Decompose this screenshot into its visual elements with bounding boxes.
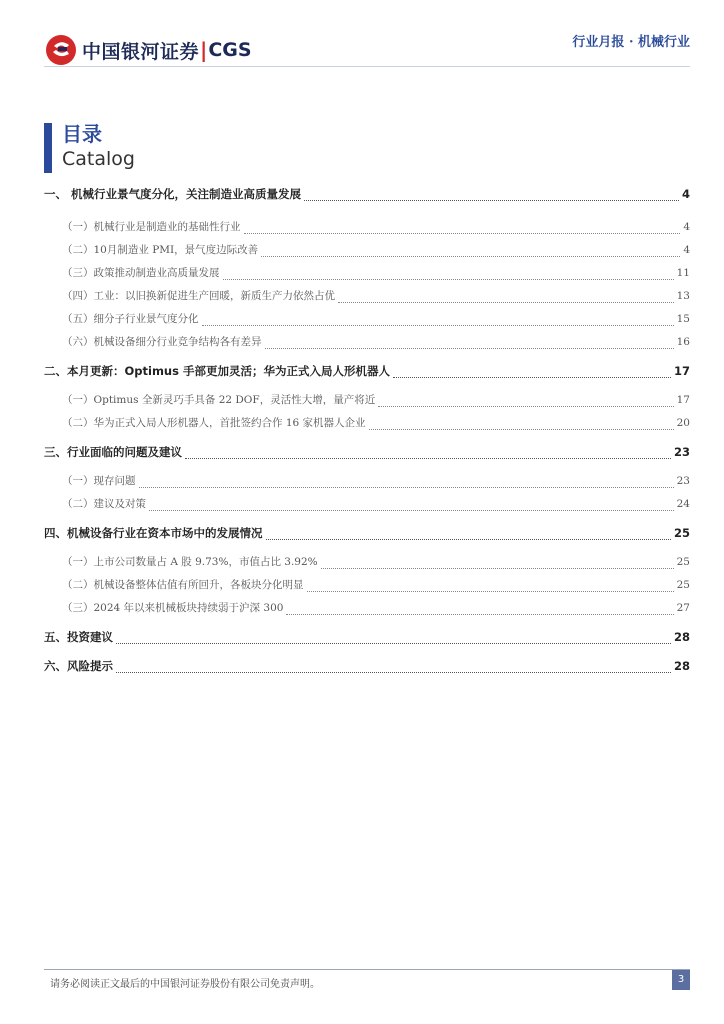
logo-en-text: CGS — [208, 39, 252, 61]
toc-page-number: 23 — [673, 445, 690, 459]
toc-entry-title: （二）10月制造业 PMI，景气度边际改善 — [62, 244, 259, 256]
logo-separator: | — [200, 38, 208, 62]
toc-subsection-link[interactable] — [44, 311, 690, 331]
toc-subsection-link[interactable] — [44, 496, 690, 516]
page-title-cn: 目录 — [62, 122, 102, 146]
toc-page-number: 28 — [673, 630, 690, 644]
toc-page-number: 15 — [676, 313, 690, 325]
toc-leader-dots — [378, 405, 673, 407]
toc-entry-title: （四）工业：以旧换新促进生产回暖，新质生产力依然占优 — [62, 290, 335, 302]
toc-leader-dots — [393, 376, 671, 378]
toc-entry-title: （一）机械行业是制造业的基础性行业 — [62, 221, 241, 233]
toc-leader-dots — [202, 324, 674, 326]
toc-leader-dots — [265, 347, 674, 349]
toc-section-link[interactable] — [44, 525, 690, 545]
toc-leader-dots — [185, 457, 671, 459]
toc-page-number: 24 — [676, 498, 690, 510]
toc-leader-dots — [304, 199, 679, 201]
toc-leader-dots — [338, 301, 674, 303]
toc-entry-title: （一）现存问题 — [62, 475, 136, 487]
toc-page-number: 4 — [683, 244, 690, 256]
header-divider — [44, 66, 690, 67]
toc-entry-title: （一）上市公司数量占 A 股 9.73%，市值占比 3.92% — [62, 556, 318, 568]
toc-page-number: 20 — [676, 417, 690, 429]
toc-leader-dots — [244, 232, 681, 234]
toc-leader-dots — [223, 278, 674, 280]
toc-leader-dots — [261, 255, 680, 257]
toc-leader-dots — [266, 538, 671, 540]
toc-leader-dots — [286, 613, 673, 615]
toc-page-number: 27 — [676, 602, 690, 614]
footer-divider — [44, 969, 690, 970]
logo-cn-text: 中国银河证券 — [82, 40, 200, 63]
toc-subsection-link[interactable] — [44, 473, 690, 493]
cgs-logo — [44, 33, 252, 67]
title-accent-bar — [44, 123, 52, 173]
toc-section-link[interactable] — [44, 629, 690, 649]
toc-leader-dots — [149, 509, 674, 511]
toc-page-number: 17 — [673, 364, 690, 378]
toc-leader-dots — [116, 642, 671, 644]
toc-subsection-link[interactable] — [44, 288, 690, 308]
toc-leader-dots — [307, 590, 674, 592]
toc-page-number: 25 — [673, 526, 690, 540]
toc-entry-title: （六）机械设备细分行业竞争结构各有差异 — [62, 336, 262, 348]
toc-entry-title: （三）2024 年以来机械板块持续弱于沪深 300 — [62, 602, 284, 614]
toc-page-number: 13 — [676, 290, 690, 302]
toc-section-link[interactable] — [44, 658, 690, 678]
toc-leader-dots — [321, 567, 674, 569]
toc-page-number: 25 — [676, 556, 690, 568]
toc-page-number: 23 — [676, 475, 690, 487]
toc-entry-title: （一）Optimus 全新灵巧手具备 22 DOF，灵活性大增，量产将近 — [62, 394, 376, 406]
toc-page-number: 25 — [676, 579, 690, 591]
toc-subsection-link[interactable] — [44, 242, 690, 262]
toc-page-number: 11 — [676, 267, 690, 279]
cgs-logo-icon — [44, 33, 78, 67]
toc-subsection-link[interactable] — [44, 392, 690, 412]
toc-subsection-link[interactable] — [44, 554, 690, 574]
toc-subsection-link[interactable] — [44, 577, 690, 597]
toc-entry-title: 六、风险提示 — [44, 659, 113, 673]
toc-page-number: 17 — [676, 394, 690, 406]
page-header — [0, 0, 724, 70]
toc-leader-dots — [116, 671, 671, 673]
page-number: 3 — [672, 970, 690, 990]
toc-subsection-link[interactable] — [44, 265, 690, 285]
toc-subsection-link[interactable] — [44, 415, 690, 435]
toc-page-number: 4 — [681, 187, 690, 201]
toc-section-link[interactable] — [44, 444, 690, 464]
footer-disclaimer: 请务必阅读正文最后的中国银河证券股份有限公司免责声明。 — [50, 979, 320, 990]
toc-entry-title: （三）政策推动制造业高质量发展 — [62, 267, 220, 279]
toc-section-link[interactable] — [44, 186, 690, 206]
toc-entry-title: 三、行业面临的问题及建议 — [44, 445, 182, 459]
toc-subsection-link[interactable] — [44, 219, 690, 239]
toc-entry-title: 一、 机械行业景气度分化，关注制造业高质量发展 — [44, 187, 302, 201]
toc-subsection-link[interactable] — [44, 600, 690, 620]
toc-section-link[interactable] — [44, 363, 690, 383]
toc-entry-title: 四、机械设备行业在资本市场中的发展情况 — [44, 526, 263, 540]
toc-entry-title: （二）机械设备整体估值有所回升，各板块分化明显 — [62, 579, 304, 591]
toc-subsection-link[interactable] — [44, 334, 690, 354]
report-category: 行业月报 · 机械行业 — [572, 35, 690, 50]
toc-page-number: 28 — [673, 659, 690, 673]
page-title-en: Catalog — [62, 148, 135, 170]
toc-page-number: 16 — [676, 336, 690, 348]
toc-entry-title: （二）华为正式入局人形机器人，首批签约合作 16 家机器人企业 — [62, 417, 366, 429]
toc-leader-dots — [139, 486, 674, 488]
toc-entry-title: 二、本月更新：Optimus 手部更加灵活；华为正式入局人形机器人 — [44, 364, 390, 378]
toc-page-number: 4 — [683, 221, 690, 233]
toc-entry-title: （二）建议及对策 — [62, 498, 146, 510]
toc-entry-title: 五、投资建议 — [44, 630, 113, 644]
toc-entry-title: （五）细分子行业景气度分化 — [62, 313, 199, 325]
toc-leader-dots — [369, 428, 674, 430]
